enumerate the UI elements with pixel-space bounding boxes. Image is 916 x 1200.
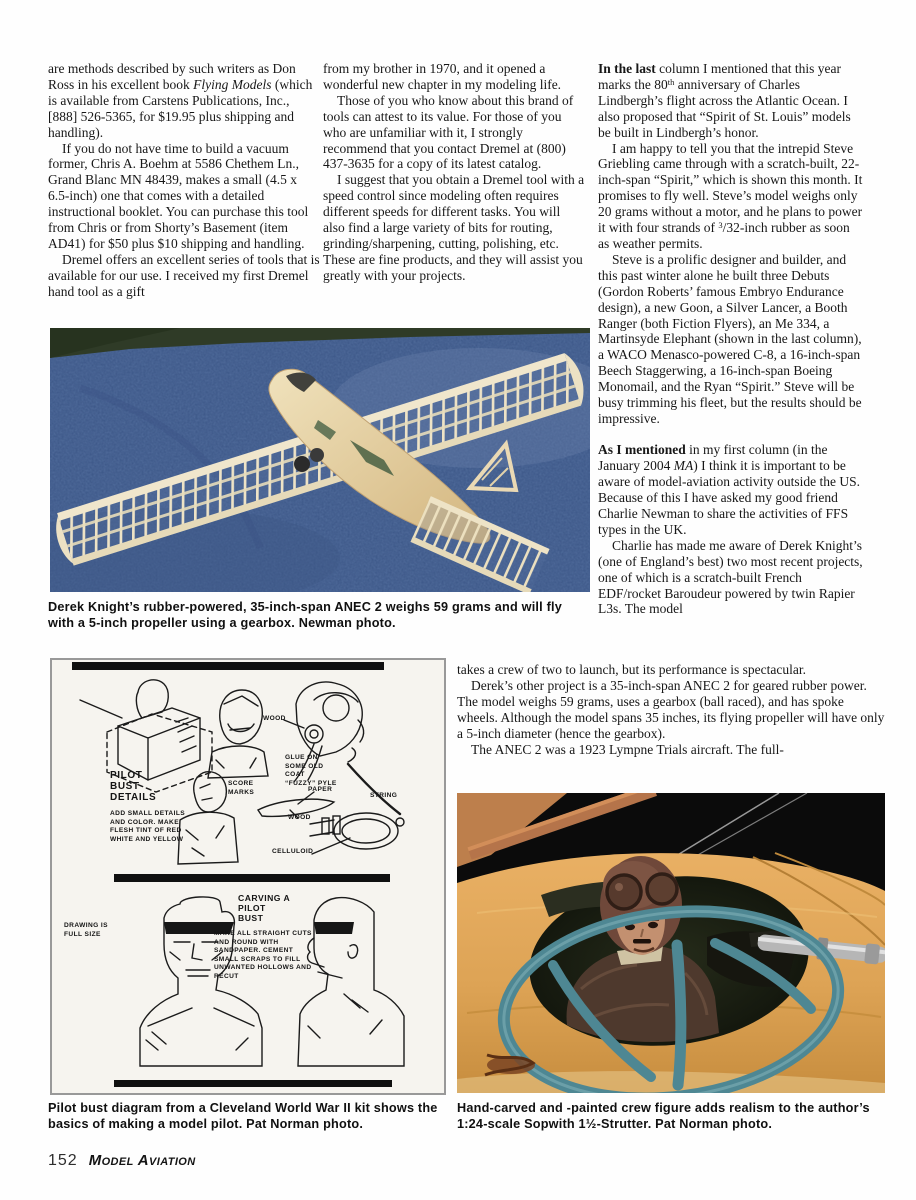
diagram-label-glue: GLUE ON SOME OLD COAT “FUZZY” PYLE [285, 754, 337, 787]
caption-photo1: Derek Knight’s rubber-powered, 35-inch-span ANEC 2 weighs 59 grams and will fly with a 5-inch propeller using a gearbox. Newman photo. [48, 600, 563, 630]
paragraph: I suggest that you obtain a Dremel tool with a speed control since modeling often requires different speeds for different tasks. You will also find a large variety of bits for routing, grinding/sharpening, cutting, polishing, etc. These are fine products, and they will assist you greatly with your projects. [323, 172, 585, 283]
paragraph: Dremel offers an excellent series of tools that is available for our use. I received my first Dremel hand tool as a gift [48, 251, 320, 299]
diagram-label-wood2: WOOD [288, 814, 311, 821]
paragraph: Those of you who know about this brand of tools can attest to its value. For those of you who are unfamiliar with it, I strongly recommend that you contact Dremel at (800) 437-3635 for a copy of its latest catalog. [323, 92, 574, 172]
caption-diagram: Pilot bust diagram from a Cleveland World War II kit shows the basics of making a model pilot. Pat Norman photo. [48, 1101, 438, 1131]
photo-anec2-model [50, 328, 590, 592]
diagram-label-paper: PAPER [308, 786, 333, 793]
diagram-label-wood1: WOOD [263, 715, 286, 722]
paragraph: The ANEC 2 was a 1923 Lympne Trials aircraft. The full- [471, 741, 784, 757]
diagram-label-note1: ADD SMALL DETAILS AND COLOR. MAKE FLESH TINT OF RED WHITE AND YELLOW [110, 810, 186, 843]
text-wide-block [457, 662, 887, 757]
diagram-label-title: PILOT BUST DETAILS [110, 770, 157, 804]
diagram-label-carving-title: CARVING A PILOT BUST [238, 893, 290, 923]
text-column-2 [323, 61, 585, 284]
magazine-title: Model Aviation [88, 1152, 196, 1169]
pilot-bust-sketches [52, 660, 444, 1093]
paragraph: from my brother in 1970, and it opened a wonderful new chapter in my modeling life. [323, 61, 562, 92]
photo-pilot-figure [457, 793, 885, 1093]
page-footer [48, 1152, 196, 1170]
diagram-label-full-size: DRAWING IS FULL SIZE [64, 922, 108, 938]
pilot-bust-diagram [50, 658, 446, 1095]
diagram-label-string: STRING [370, 792, 398, 799]
text-column-1 [48, 61, 320, 300]
text-column-3 [598, 61, 864, 617]
page-number: 152 [48, 1152, 78, 1169]
paragraph: As I mentioned in my first column (in the January 2004 MA) I think it is important to be aware of model-aviation activity outside the US. Because of this I have asked my good friend Charlie Newman to share the activities of FFS types in the UK. [598, 442, 861, 537]
paragraph: Derek’s other project is a 35-inch-span ANEC 2 for geared rubber power. The model weighs 59 grams, uses a gearbox (ball raced), and has spoke wheels. Although the model spans 35 inches, its flying propeller will have only a 5-inch diameter (hence the gearbox). [457, 677, 885, 741]
paragraph: are methods described by such writers as Don Ross in his excellent book Flying Models (which is available from Carstens Publications, Inc., [888] 526-5365, for $19.95 plus shipping and handling). [48, 61, 313, 140]
diagram-label-note2: MAKE ALL STRAIGHT CUTS AND ROUND WITH SANDPAPER. CEMENT SMALL SCRAPS TO FILL UNWANTED HOLLOWS AND RECUT [214, 930, 312, 980]
paragraph: Charlie has made me aware of Derek Knight’s (one of England’s best) two most recent projects, one of which is a scratch-built French EDF/rocket Baroudeur powered by twin Rapier L3s. The model [598, 537, 863, 617]
paragraph: I am happy to tell you that the intrepid Steve Griebling came through with a scratch-built, 22-inch-span “Spirit,” which is shown this month. It promises to fly well. Steve’s model weighs only 20 grams without a motor, and he plans to power it with four strands of $^3$/32-inch rubber as soon as weather permits. [598, 140, 863, 251]
pilot-figure-illustration [457, 793, 885, 1093]
caption-photo2: Hand-carved and -painted crew figure adds realism to the author’s 1:24-scale Sopwith 1½-Strutter. Pat Norman photo. [457, 1101, 870, 1131]
diagram-label-celluloid: CELLULOID [272, 848, 314, 855]
paragraph: Steve is a prolific designer and builder, and this past winter alone he built three Debuts (Gordon Roberts’ famous Embryo Endurance design), a new Goon, a Silver Lancer, a Booth Ranger (both Fiction Flyers), an Me 334, a Martinsyde Elephant (shown in the last column), a WACO Menasco-powered C-8, a 16-inch-span Beech Staggerwing, a 16-inch-span Boeing Monomail, and the Ryan “Spirit.” Steve will be busy trimming his fleet, but the results should be impressive. [598, 251, 862, 426]
diagram-label-score-marks: SCORE MARKS [228, 780, 255, 796]
anec2-model-illustration [50, 328, 590, 592]
paragraph: In the last column I mentioned that this year marks the 80th anniversary of Charles Lindbergh’s flight across the Atlantic Ocean. I also proposed that “Spirit of St. Louis” models be built in Lindbergh’s honor. [598, 61, 851, 140]
paragraph: takes a crew of two to launch, but its performance is spectacular. [457, 662, 806, 677]
paragraph: If you do not have time to build a vacuum former, Chris A. Boehm at 5586 Chethem Ln., Grand Blanc MN 48439, makes a small (4.5 x 6.5-inch) one that comes with a detailed instructional booklet. You can purchase this tool from Chris or from Shorty’s Basement (item AD41) for $50 plus $10 shipping and handling. [48, 140, 309, 251]
